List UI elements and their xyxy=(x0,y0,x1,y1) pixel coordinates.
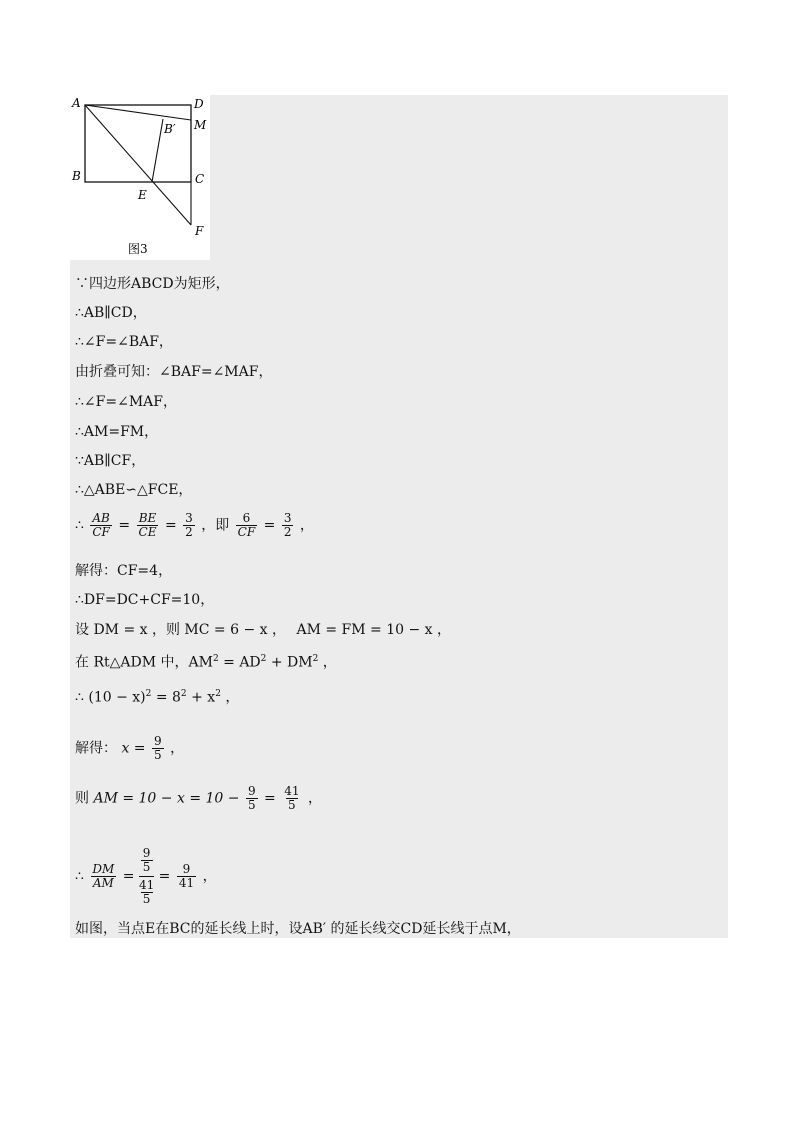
line-13-part-a: 在 Rt△ADM 中，AM xyxy=(75,654,213,671)
superscript: 2 xyxy=(212,654,219,664)
equals-sign: = xyxy=(264,790,276,807)
therefore-symbol: ∴ xyxy=(75,689,84,706)
segment-am xyxy=(85,105,191,120)
line-1: ∵四边形ABCD为矩形， xyxy=(75,276,230,292)
superscript: 2 xyxy=(180,689,187,699)
line-13 xyxy=(75,650,337,672)
line-5: ∴∠F=∠MAF， xyxy=(75,394,177,410)
fraction-ab-cf: $\frac{AB}{CF}$ xyxy=(92,511,110,539)
superscript: 2 xyxy=(145,689,152,699)
line-12-part-a: 设 DM = x ，则 MC = 6 − x ， xyxy=(75,622,286,638)
fraction-6-cf: $\frac{6}{CF}$ xyxy=(237,511,256,539)
equals-sign: = xyxy=(158,868,171,885)
line-16 xyxy=(75,785,322,812)
line-11: ∴DF=DC+CF=10， xyxy=(75,592,215,608)
line-12-part-b: AM = FM = 10 − x ， xyxy=(296,622,451,638)
fraction-be-ce: $\frac{BE}{CE}$ xyxy=(138,511,157,539)
label-c: C xyxy=(195,172,205,186)
fraction-41-5: $\frac{41}{5}$ xyxy=(284,784,300,812)
fraction-9-5-b: $\frac{9}{5}$ xyxy=(247,784,256,812)
complex-top: 9 5 xyxy=(141,847,153,874)
line-14-part-b: (10 − x) xyxy=(88,689,146,706)
line-6: ∴AM=FM， xyxy=(75,424,159,440)
fraction-9-41: $\frac{9}{41}$ xyxy=(178,862,195,890)
fraction-3-2: $\frac{3}{2}$ xyxy=(185,511,193,539)
line-18: 如图，当点E在BC的延长线上时，设AB′ 的延长线交CD延长线于点M， xyxy=(75,921,521,937)
label-b: B xyxy=(72,169,81,183)
label-f: F xyxy=(195,224,204,238)
line-3: ∴∠F=∠BAF， xyxy=(75,334,173,350)
label-d: D xyxy=(194,97,204,111)
geometry-figure xyxy=(70,95,210,260)
comma: ， xyxy=(307,790,322,807)
line-10: 解得：CF=4， xyxy=(75,563,173,579)
equals-sign: = xyxy=(122,868,135,885)
line-17 xyxy=(75,847,217,906)
rectangle-abcd xyxy=(85,105,191,182)
equals-sign: = xyxy=(118,517,131,534)
line-13-part-d: ， xyxy=(318,654,337,671)
text-ze: 则 xyxy=(75,790,89,807)
line-15 xyxy=(75,735,184,762)
fraction-dm-am: $\frac{DM}{AM}$ xyxy=(92,862,115,890)
line-14 xyxy=(75,685,239,707)
figure-caption: 图3 xyxy=(128,242,148,256)
line-4: 由折叠可知：∠BAF=∠MAF， xyxy=(75,364,273,380)
therefore-symbol: ∴ xyxy=(75,868,84,885)
superscript: 2 xyxy=(312,654,319,664)
text-jiede: 解得： xyxy=(75,740,117,757)
label-e: E xyxy=(138,188,147,202)
figure-3-diagram xyxy=(70,95,210,260)
equals-sign: = xyxy=(263,517,276,534)
line-13-part-c: + DM xyxy=(266,654,313,671)
segment-eb-prime xyxy=(152,119,163,182)
fraction-9-5: $\frac{9}{5}$ xyxy=(153,734,162,762)
expression-am: AM = 10 − x = 10 − xyxy=(93,790,240,807)
line-12 xyxy=(75,621,451,639)
complex-fraction xyxy=(139,847,154,906)
variable-x: x = xyxy=(121,740,146,757)
label-m: M xyxy=(194,118,207,132)
therefore-symbol: ∴ xyxy=(75,517,84,534)
superscript: 2 xyxy=(215,689,221,699)
line-14-part-e: ， xyxy=(220,689,240,706)
line-13-part-b: = AD xyxy=(218,654,261,671)
line-7: ∵AB∥CF， xyxy=(75,453,146,469)
line-9-proportion xyxy=(75,512,314,539)
fraction-3-2-b: $\frac{3}{2}$ xyxy=(283,511,292,539)
comma: ， xyxy=(202,868,217,885)
label-a: A xyxy=(72,96,81,110)
main-fraction-bar xyxy=(139,876,154,877)
equals-sign: = xyxy=(164,517,177,534)
line-8: ∴△ABE∽△FCE， xyxy=(75,482,193,498)
text-ji: ，即 xyxy=(201,517,230,534)
superscript: 2 xyxy=(260,654,267,664)
complex-bottom: 41 5 xyxy=(138,878,155,906)
line-2: ∴AB∥CD， xyxy=(75,305,147,321)
comma: ， xyxy=(299,517,314,534)
line-14-part-d: + x xyxy=(186,689,216,706)
label-b-prime: B′ xyxy=(164,122,176,136)
line-14-part-c: = 8 xyxy=(151,689,181,706)
comma: ， xyxy=(170,740,185,757)
